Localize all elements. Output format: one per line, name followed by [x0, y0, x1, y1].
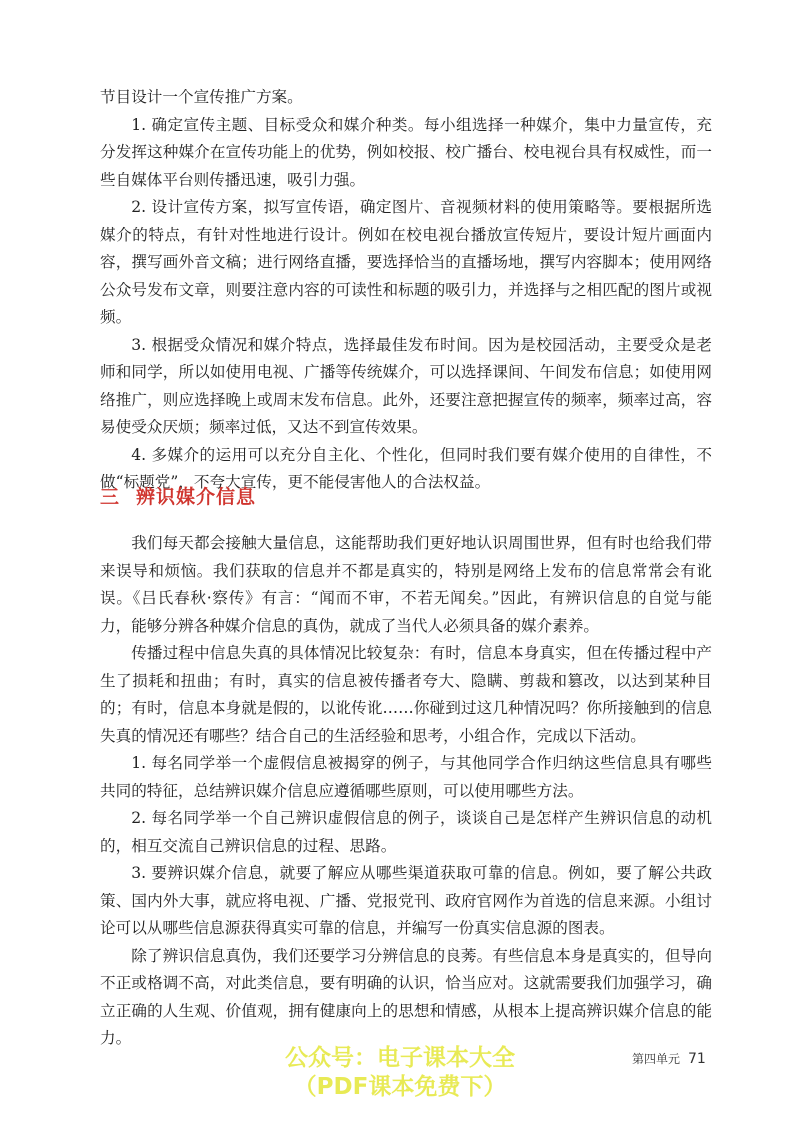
page-footer [632, 1050, 706, 1067]
identify-media-info-section [100, 530, 712, 1053]
watermark-line-1: 公众号：电子课本大全 [285, 1045, 515, 1071]
watermark [230, 1044, 570, 1102]
conclusion-paragraph: 除了辨识信息真伪，我们还要学习分辨信息的良莠。有些信息本身是真实的，但导向不正或格调不高，对此类信息，要有明确的认识，恰当应对。这就需要我们加强学习，确立正确的人生观、价值观，拥有健康向上的思想和情感，从根本上提高辨识媒介信息的能力。 [100, 946, 712, 1047]
section-title: 辨识媒介信息 [136, 486, 257, 508]
activity-steps-section [100, 84, 712, 497]
distortion-paragraph: 传播过程中信息失真的具体情况比较复杂：有时，信息本身真实，但在传播过程中产生了损耗和扭曲；有时，真实的信息被传播者夸大、隐瞒、剪裁和篡改，以达到某种目的；有时，信息本身就是假的，以讹传讹……你碰到过这几种情况吗？你所接触到的信息失真的情况还有哪些？结合自己的生活经验和思考，小组合作，完成以下活动。 [100, 644, 712, 745]
step-4-paragraph: 4. 多媒介的运用可以充分自主化、个性化，但同时我们要有媒介使用的自律性，不做“标题党”，不夸大宣传，更不能侵害他人的合法权益。 [100, 445, 712, 491]
intro-paragraph: 我们每天都会接触大量信息，这能帮助我们更好地认识周围世界，但有时也给我们带来误导和烦恼。我们获取的信息并不都是真实的，特别是网络上发布的信息常常会有讹误。《吕氏春秋·察传》有言：“闻而不审，不若无闻矣。”因此，有辨识信息的自觉与能力，能够分辨各种媒介信息的真伪，就成了当代人必须具备的媒介素养。 [100, 534, 712, 635]
activity-3-paragraph: 3. 要辨识媒介信息，就要了解应从哪些渠道获取可靠的信息。例如，要了解公共政策、国内外大事，就应将电视、广播、党报党刊、政府官网作为首选的信息来源。小组讨论可以从哪些信息源获得真实可靠的信息，并编写一份真实信息源的图表。 [100, 864, 712, 937]
section-heading [100, 484, 256, 510]
watermark-line-2: （PDF课本免费下） [293, 1074, 507, 1100]
activity-2-paragraph: 2. 每名同学举一个自己辨识虚假信息的例子，谈谈自己是怎样产生辨识信息的动机的，相互交流自己辨识信息的过程、思路。 [100, 809, 712, 855]
step-1-paragraph: 1. 确定宣传主题、目标受众和媒介种类。每小组选择一种媒介，集中力量宣传，充分发挥这种媒介在宣传功能上的优势，例如校报、校广播台、校电视台具有权威性，而一些自媒体平台则传播迅速，吸引力强。 [100, 115, 712, 189]
page-number: 71 [688, 1051, 706, 1067]
activity-1-paragraph: 1. 每名同学举一个虚假信息被揭穿的例子，与其他同学合作归纳这些信息具有哪些共同的特征，总结辨识媒介信息应遵循哪些原则，可以使用哪些方法。 [100, 754, 712, 800]
step-3-paragraph: 3. 根据受众情况和媒介特点，选择最佳发布时间。因为是校园活动，主要受众是老师和同学，所以如使用电视、广播等传统媒介，可以选择课间、午间发布信息；如使用网络推广，则应选择晚上或周末发布信息。此外，还要注意把握宣传的频率，频率过高，容易使受众厌烦；频率过低，又达不到宣传效果。 [100, 335, 712, 436]
section-number: 三 [100, 486, 121, 508]
unit-label: 第四单元 [632, 1052, 681, 1066]
step-2-paragraph: 2. 设计宣传方案，拟写宣传语，确定图片、音视频材料的使用策略等。要根据所选媒介的特点，有针对性地进行设计。例如在校电视台播放宣传短片，要设计短片画面内容，撰写画外音文稿；进行网络直播，要选择恰当的直播场地，撰写内容脚本；使用网络公众号发布文章，则要注意内容的可读性和标题的吸引力，并选择与之相匹配的图片或视频。 [100, 198, 712, 326]
continuation-line: 节目设计一个宣传推广方案。 [100, 88, 303, 106]
